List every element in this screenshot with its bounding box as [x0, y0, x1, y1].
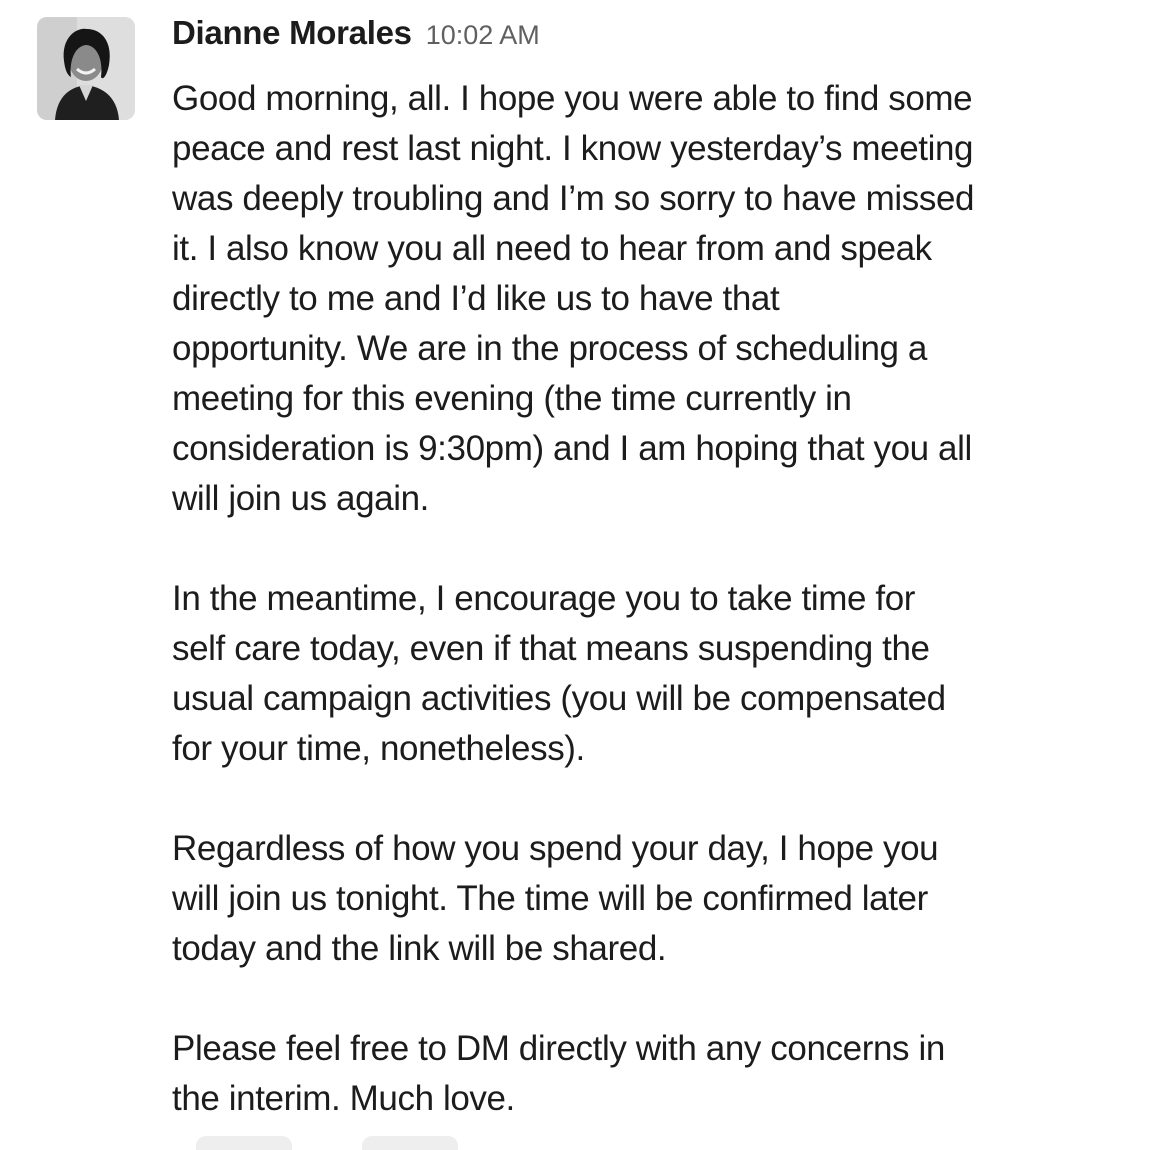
- message-paragraph-4: [172, 1024, 1142, 1124]
- message-line: Regardless of how you spend your day, I hope you: [172, 829, 939, 868]
- message-paragraph-1: [172, 74, 1142, 524]
- sender-name[interactable]: Dianne Morales: [172, 14, 412, 51]
- message-line: Please feel free to DM directly with any concerns in: [172, 1029, 945, 1068]
- message-paragraph-2: [172, 574, 1142, 774]
- message-content: [172, 14, 1142, 1124]
- message-body: [172, 74, 1142, 1124]
- message-line: usual campaign activities (you will be compensated: [172, 679, 946, 718]
- message-line: Good morning, all. I hope you were able to find some: [172, 79, 973, 118]
- message-line: peace and rest last night. I know yesterday’s meeting: [172, 129, 974, 168]
- avatar[interactable]: [37, 17, 135, 120]
- message-line: self care today, even if that means suspending the: [172, 629, 930, 668]
- reaction-pill[interactable]: [362, 1136, 458, 1150]
- message-timestamp[interactable]: 10:02 AM: [425, 20, 540, 50]
- message-line: was deeply troubling and I’m so sorry to have missed: [172, 179, 975, 218]
- reaction-bar: [196, 1136, 458, 1150]
- message-line: opportunity. We are in the process of scheduling a: [172, 329, 927, 368]
- message-line: directly to me and I’d like us to have that: [172, 279, 780, 318]
- message-line: consideration is 9:30pm) and I am hoping that you all: [172, 429, 972, 468]
- message-paragraph-3: [172, 824, 1142, 974]
- message-line: will join us tonight. The time will be confirmed later: [172, 879, 928, 918]
- message-line: it. I also know you all need to hear from and speak: [172, 229, 932, 268]
- message-line: will join us again.: [172, 479, 429, 518]
- user-avatar-photo-icon: [37, 17, 135, 120]
- message-line: the interim. Much love.: [172, 1079, 515, 1118]
- message-line: for your time, nonetheless).: [172, 729, 585, 768]
- message-line: meeting for this evening (the time currently in: [172, 379, 852, 418]
- message-line: In the meantime, I encourage you to take time for: [172, 579, 916, 618]
- message-line: today and the link will be shared.: [172, 929, 667, 968]
- reaction-pill[interactable]: [196, 1136, 292, 1150]
- message-header: [172, 14, 1142, 70]
